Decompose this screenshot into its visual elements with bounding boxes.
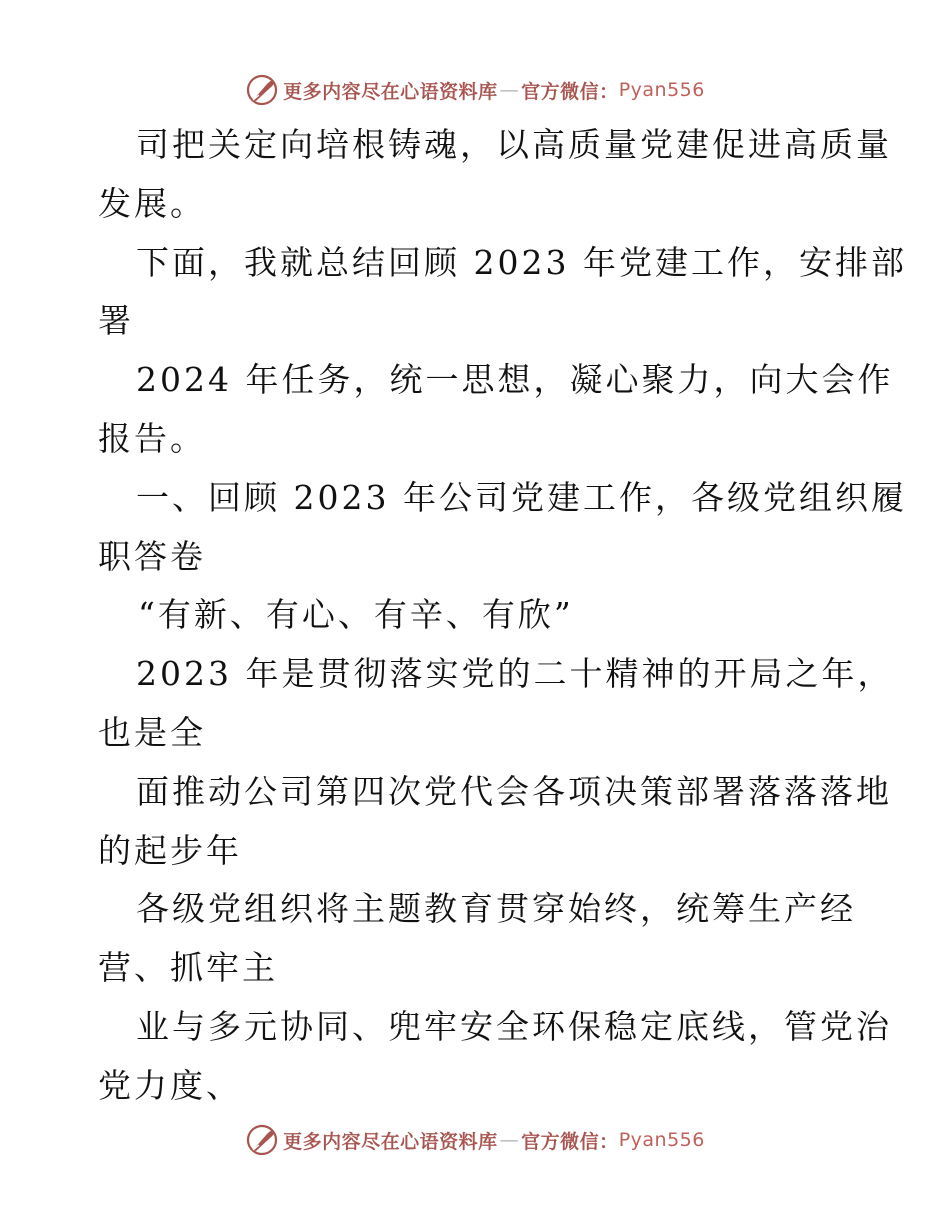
document-body [98, 116, 907, 1116]
watermark-footer [0, 1120, 950, 1160]
section-subtitle-line: “有新、有心、有辛、有欣” [138, 595, 574, 635]
section-heading-line: 职答卷 [98, 536, 206, 576]
paragraph-line: 党力度、 [98, 1065, 242, 1105]
paragraph-line: 2023 年是贯彻落实党的二十精神的开局之年， [136, 654, 894, 694]
paragraph-line: 报告。 [98, 418, 206, 458]
watermark-site-text: 更多内容尽在心语资料库 [283, 1130, 498, 1153]
watermark-wechat-label: 官方微信： [521, 1130, 619, 1153]
paragraph-line: 司把关定向培根铸魂，以高质量党建促进高质量 [136, 125, 892, 164]
watermark-wechat-id: Pyan556 [618, 1129, 705, 1151]
paragraph-line: 署 [98, 301, 134, 341]
paragraph-line: 各级党组织将主题教育贯穿始终，统筹生产经 [136, 889, 856, 929]
paragraph-line: 业与多元协同、兜牢安全环保稳定底线，管党治 [136, 1006, 892, 1046]
watermark-header [0, 70, 950, 110]
paragraph-line: 面推动公司第四次党代会各项决策部署落落落地 [136, 771, 892, 811]
paragraph-line: 下面，我就总结回顾 2023 年党建工作，安排部 [136, 242, 907, 282]
paragraph-line: 营、抓牢主 [98, 948, 278, 988]
paragraph-line: 发展。 [98, 183, 206, 223]
quill-pen-circle-icon [245, 73, 279, 107]
paragraph-line: 2024 年任务，统一思想，凝心聚力，向大会作 [136, 360, 894, 400]
watermark-separator: — [499, 1129, 520, 1151]
watermark-wechat-id: Pyan556 [618, 79, 705, 101]
quill-pen-circle-icon [245, 1123, 279, 1157]
paragraph-line: 的起步年 [98, 830, 242, 870]
watermark-site-text: 更多内容尽在心语资料库 [283, 80, 498, 103]
watermark-wechat-label: 官方微信： [521, 80, 619, 103]
paragraph-line: 也是全 [98, 712, 206, 752]
section-heading-line: 一、回顾 2023 年公司党建工作，各级党组织履 [136, 477, 907, 517]
watermark-separator: — [499, 79, 520, 101]
